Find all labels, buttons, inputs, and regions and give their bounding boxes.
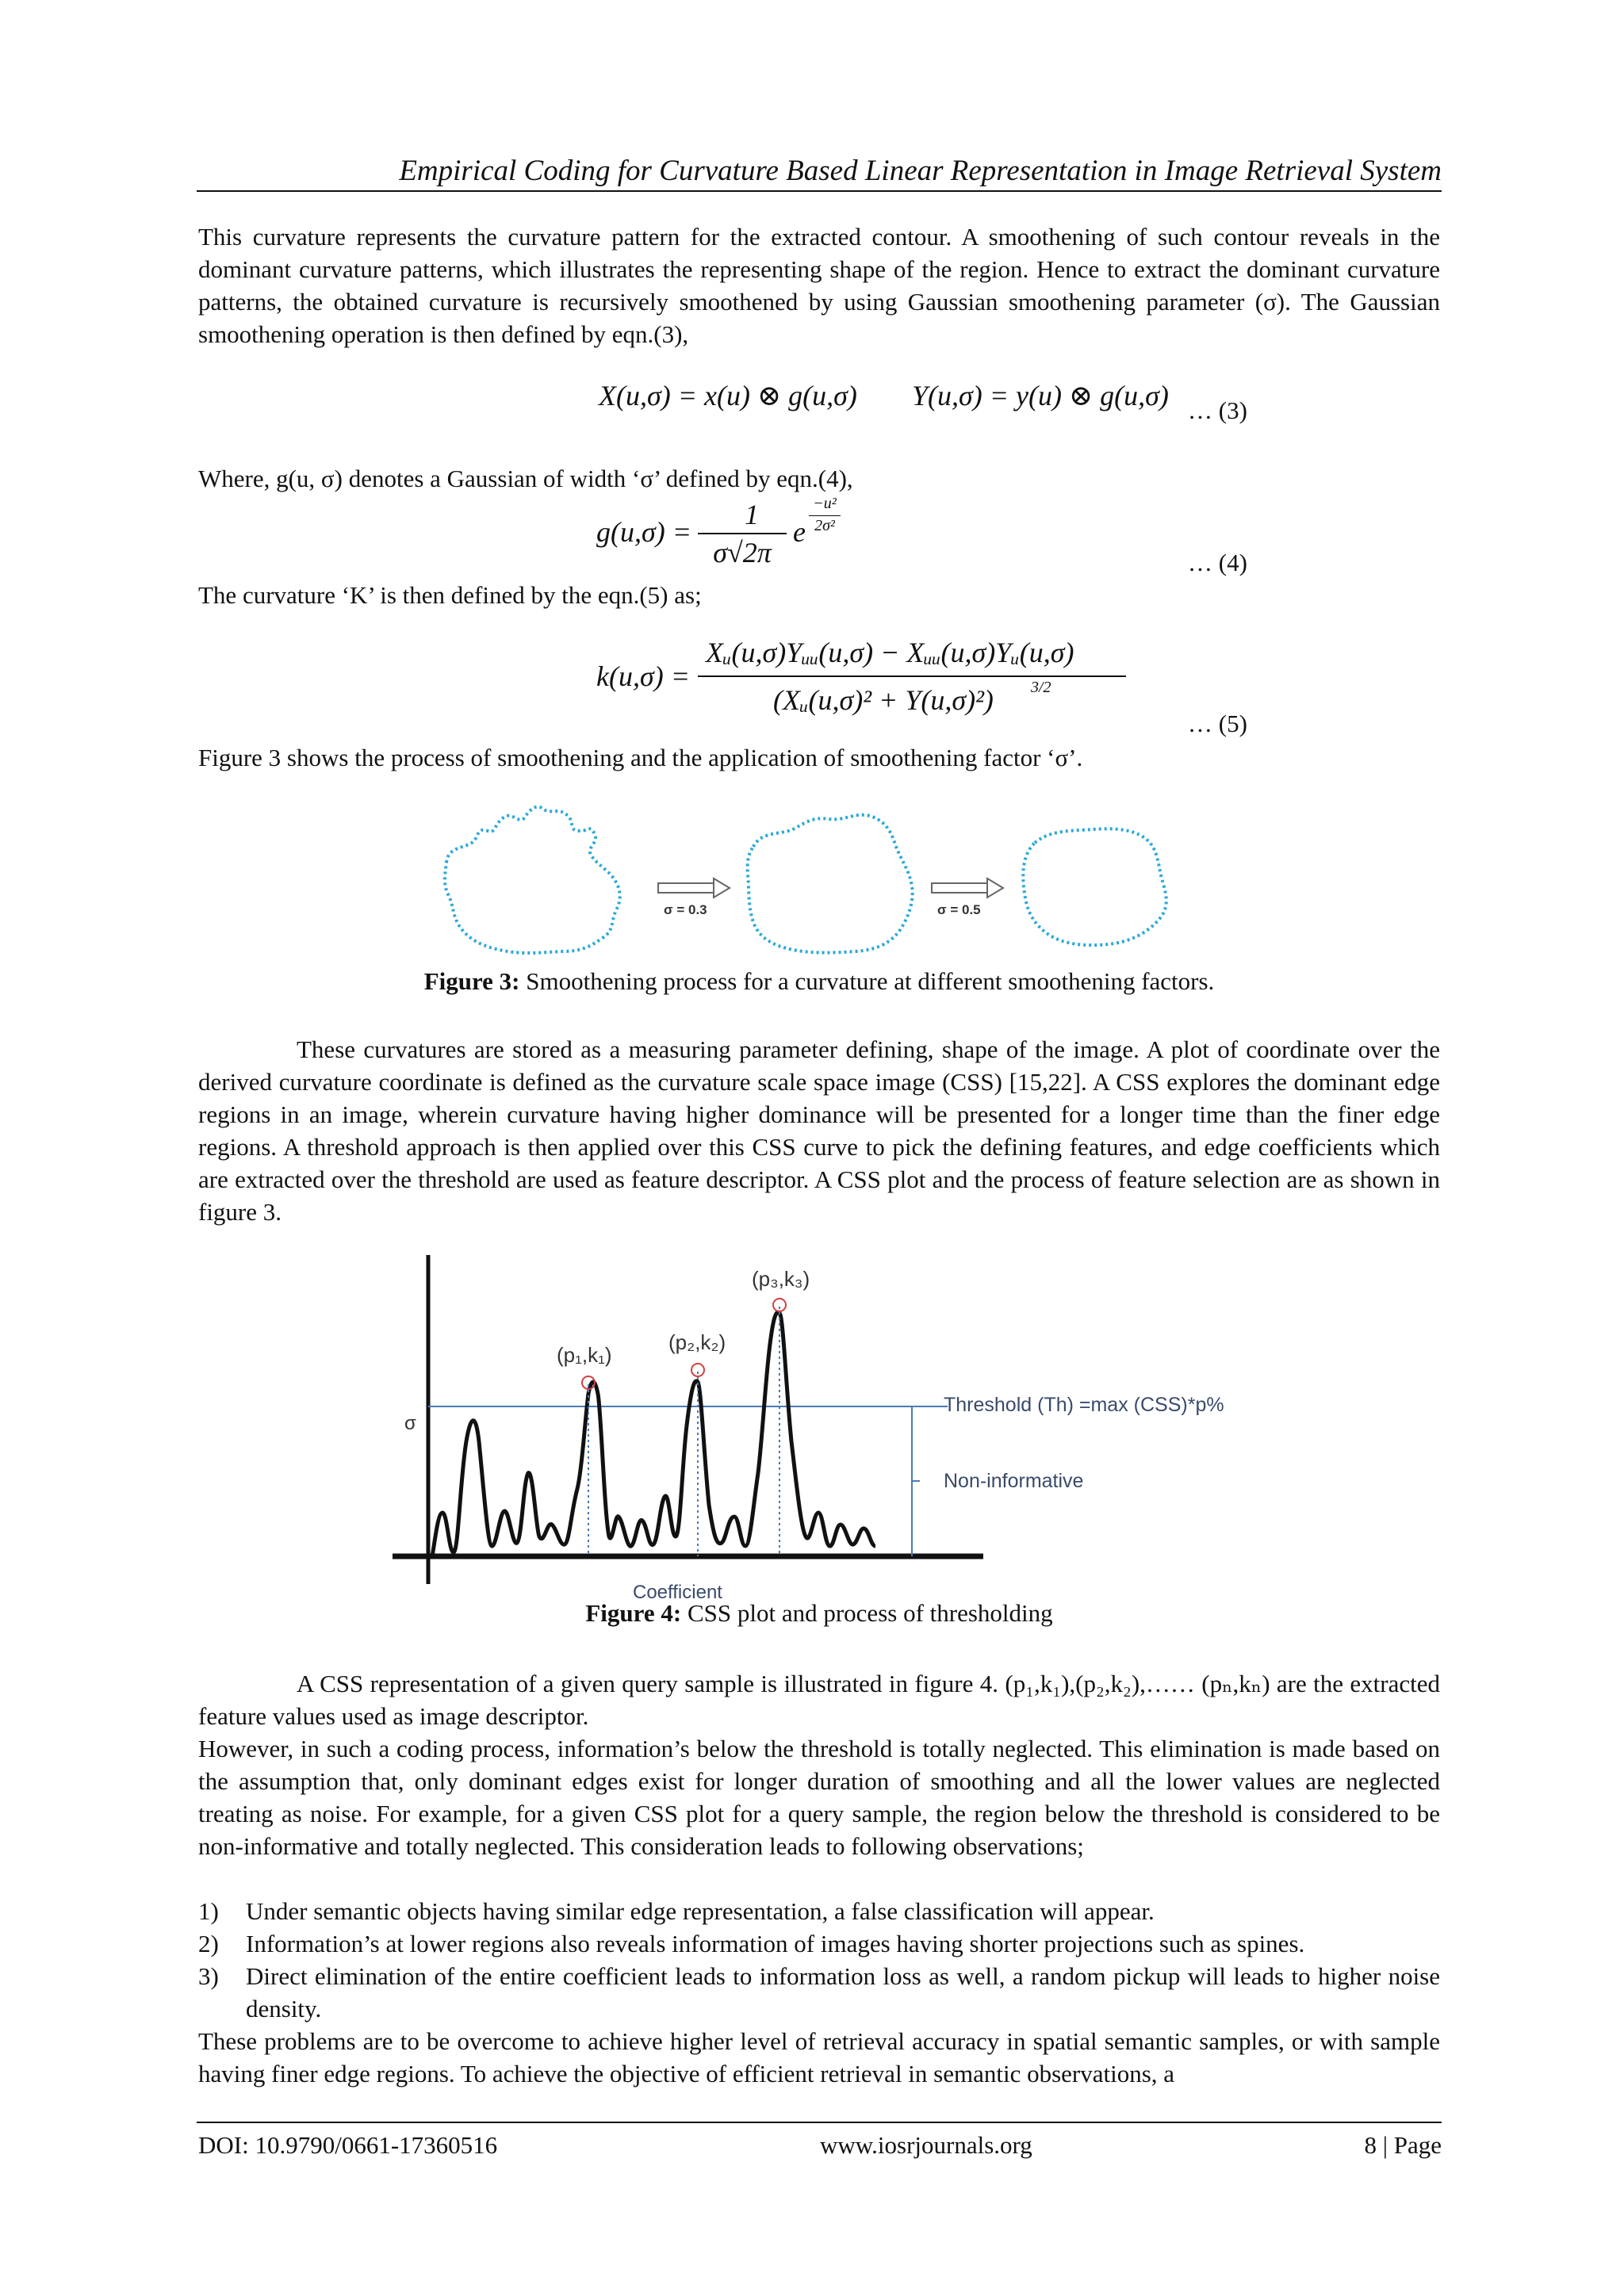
figure-4-caption — [198, 1599, 1440, 1628]
where-line: Where, g(u, σ) denotes a Gaussian of width ‘σ’ defined by eqn.(4), — [198, 465, 853, 492]
equation-3-number: … (3) — [1188, 396, 1247, 424]
y-axis-label: σ — [404, 1413, 416, 1434]
equation-5-number: … (5) — [1188, 710, 1247, 737]
arrow-2-label: σ = 0.5 — [937, 902, 981, 917]
figure-4-caption-text: CSS plot and process of thresholding — [681, 1599, 1053, 1627]
list-item-text: Direct elimination of the entire coefficient leads to information loss as well, a random pickup will leads to higher noise density. — [246, 1962, 1440, 2022]
list-item-text: Information’s at lower regions also reveals information of images having shorter projections such as spines. — [246, 1930, 1305, 1957]
x-axis-label: Coefficient — [633, 1582, 722, 1603]
eq4-exp-num: −u² — [813, 495, 837, 512]
footer-page-number: 8 | Page — [1364, 2131, 1442, 2159]
peak1-label: (p₁,k₁) — [557, 1343, 612, 1367]
figure3-intro: Figure 3 shows the process of smoothening and the application of smoothening factor ‘σ’. — [198, 744, 1083, 771]
figure-4-caption-label: Figure 4: — [585, 1599, 682, 1627]
paragraph-observations: However, in such a coding process, information’s below the threshold is totally neglected. This elimination is made based on the assumption that, only dominant edges exist for longer duration of smoothing and all the lower values are neglected treating as noise. For example, for a given CSS plot for a query sample, the region below the threshold is considered to be non-informative and totally neglected. This consideration leads to following observations; — [198, 1735, 1440, 1860]
figure-3-smoothening — [432, 799, 1209, 970]
eq4-denominator: σ√2π — [713, 537, 772, 568]
paragraph-intro: This curvature represents the curvature pattern for the extracted contour. A smoothening of such contour reveals in the dominant curvature patterns, which illustrates the representing shape of the region. Hence to extract the dominant curvature patterns, the obtained curvature is recursively smoothened by using Gaussian smoothening parameter (σ). The Gaussian smoothening operation is then defined by eqn.(3), — [198, 223, 1440, 348]
eq5-numerator: Xᵤ(u,σ)Yᵤᵤ(u,σ) − Xᵤᵤ(u,σ)Yᵤ(u,σ) — [706, 637, 1074, 668]
eq5-lhs: k(u,σ) = — [596, 660, 691, 692]
list-item-number: 2) — [198, 1930, 219, 1957]
peak2-circle — [691, 1364, 704, 1376]
figure-3-caption-text: Smoothening process for a curvature at different smoothening factors. — [519, 967, 1215, 995]
eq5-denominator: (Xᵤ(u,σ)² + Y(u,σ)²) — [773, 684, 994, 716]
list-item-number: 3) — [198, 1962, 219, 1990]
header-rule — [197, 190, 1442, 192]
arrow-1 — [658, 878, 730, 897]
eq4-exp-base: e — [793, 516, 806, 548]
running-header: Empirical Coding for Curvature Based Linear Representation in Image Retrieval System — [399, 155, 1442, 187]
peak3-label: (p₃,k₃) — [752, 1267, 810, 1291]
contour-smoothed-1 — [748, 815, 913, 953]
footer-rule — [197, 2122, 1442, 2123]
equation-3-left: X(u,σ) = x(u) ⊗ g(u,σ) — [599, 380, 857, 411]
contour-smoothed-2 — [1023, 828, 1166, 945]
arrow-1-label: σ = 0.3 — [664, 902, 707, 917]
eq4-exp-bar — [809, 515, 841, 516]
arrow-2 — [932, 878, 1003, 897]
eq4-numerator: 1 — [745, 499, 759, 530]
peak3-circle — [773, 1299, 786, 1311]
paragraph-problems: These problems are to be overcome to achieve higher level of retrieval accuracy in spatial semantic samples, or with sample having finer edge regions. To achieve the objective of efficient retrieval in semantic observations, a — [198, 2027, 1440, 2087]
footer-doi: DOI: 10.9790/0661-17360516 — [198, 2131, 498, 2159]
list-item-number: 1) — [198, 1897, 219, 1925]
peak2-label: (p₂,k₂) — [668, 1330, 726, 1354]
list-item-text: Under semantic objects having similar edge representation, a false classification will appear. — [246, 1897, 1155, 1925]
figure-3-caption-label: Figure 3: — [423, 967, 520, 995]
css-curve — [432, 1312, 875, 1556]
eq5-fraction-bar — [698, 675, 1126, 677]
paragraph-representation: A CSS representation of a given query sample is illustrated in figure 4. (p₁,k₁),(p₂,k₂),…… (pₙ,kₙ) are the extracted feature values used as image descriptor. — [198, 1670, 1440, 1730]
equation-4-number: … (4) — [1188, 549, 1247, 576]
curvature-line: The curvature ‘K’ is then defined by the eqn.(5) as; — [198, 581, 702, 609]
eq4-lhs: g(u,σ) = — [596, 516, 692, 548]
figure-4-css-plot — [381, 1251, 1269, 1616]
eq4-fraction-bar — [698, 533, 787, 534]
contour-raw — [445, 807, 620, 953]
eq5-power: 3/2 — [1031, 679, 1051, 696]
paragraph-css: These curvatures are stored as a measuring parameter defining, shape of the image. A plot of coordinate over the derived curvature coordinate is defined as the curvature scale space image (CSS) [15,22]. A CSS explores the dominant edge regions in an image, wherein curvature having higher dominance will be presented for a longer time than the finer edge regions. A threshold approach is then applied over this CSS curve to pick the defining features, and edge coefficients which are extracted over the threshold are used as feature descriptor. A CSS plot and the process of feature selection are as shown in figure 3. — [198, 1035, 1440, 1226]
threshold-label: Threshold (Th) =max (CSS)*p% — [944, 1394, 1224, 1416]
footer-website: www.iosrjournals.org — [820, 2131, 1032, 2159]
eq4-exp-den: 2σ² — [814, 517, 835, 534]
equation-3-right: Y(u,σ) = y(u) ⊗ g(u,σ) — [912, 380, 1169, 411]
noninf-label: Non-informative — [944, 1470, 1084, 1492]
figure-3-caption — [198, 967, 1440, 996]
